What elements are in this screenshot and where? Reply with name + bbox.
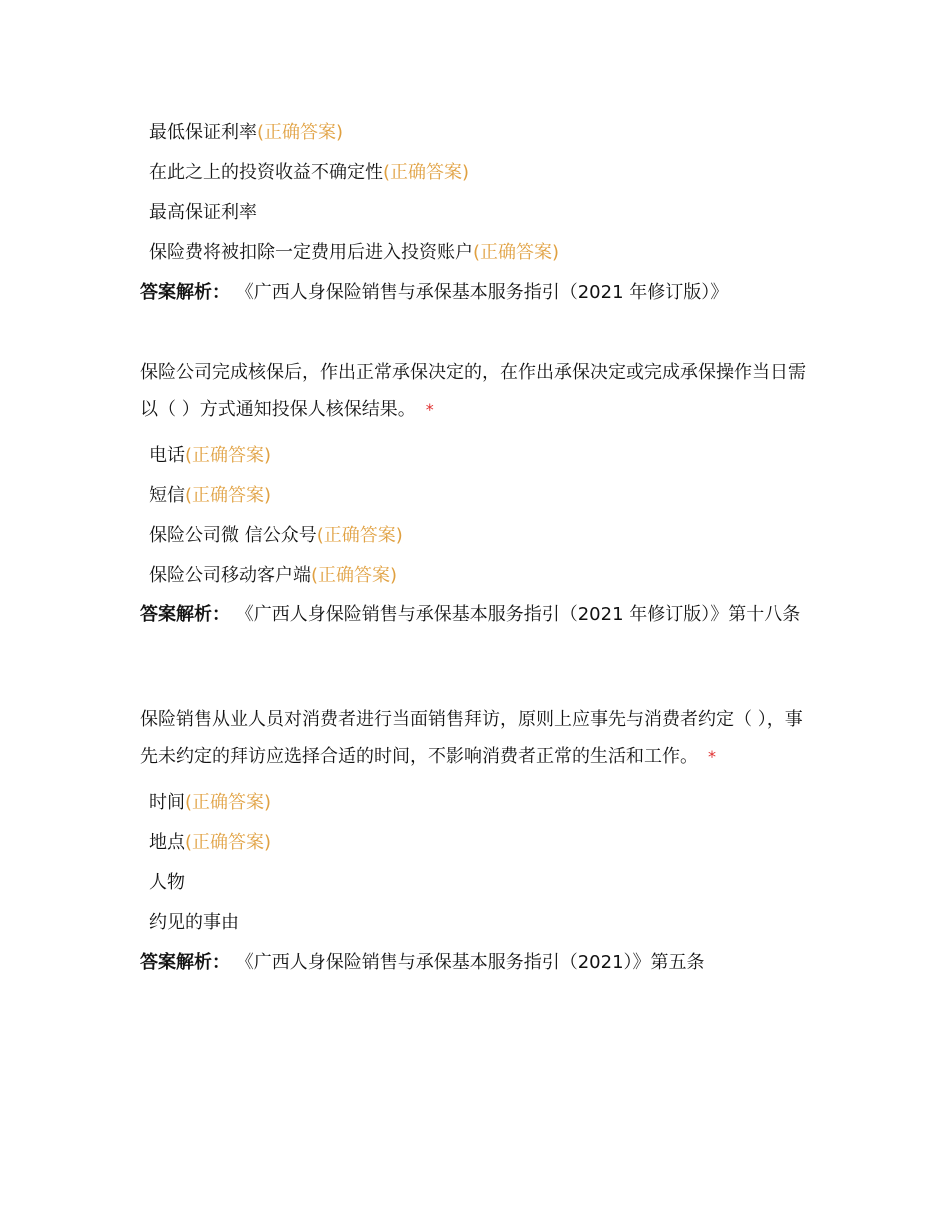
required-mark: * (425, 400, 434, 419)
question-text (140, 354, 815, 428)
correct-answer-tag: (正确答案) (473, 242, 560, 263)
answer-option (149, 872, 185, 894)
answer-option (149, 792, 271, 814)
answer-explanation (140, 602, 810, 628)
option-text: 短信 (149, 485, 185, 506)
correct-answer-tag: (正确答案) (383, 162, 470, 183)
answer-option (149, 565, 397, 587)
answer-option (149, 912, 239, 934)
answer-option (149, 525, 403, 547)
explanation-text: 《广西人身保险销售与承保基本服务指引（2021 年修订版）》第十八条 (235, 604, 801, 625)
correct-answer-tag: (正确答案) (316, 525, 403, 546)
explanation-text: 《广西人身保险销售与承保基本服务指引（2021）》第五条 (235, 952, 705, 973)
correct-answer-tag: (正确答案) (185, 445, 272, 466)
correct-answer-tag: (正确答案) (185, 792, 272, 813)
option-text: 电话 (149, 445, 185, 466)
answer-option (149, 122, 343, 144)
explanation-label: 答案解析： (140, 282, 230, 303)
explanation-label: 答案解析： (140, 604, 230, 625)
option-text: 在此之上的投资收益不确定性 (149, 162, 383, 183)
question-body: 保险销售从业人员对消费者进行当面销售拜访，原则上应事先与消费者约定（ ），事先未约定的拜访应选择合适的时间，不影响消费者正常的生活和工作。 (140, 709, 803, 767)
correct-answer-tag: (正确答案) (311, 565, 398, 586)
question-text (140, 701, 815, 775)
answer-option (149, 485, 271, 507)
answer-option (149, 242, 559, 264)
correct-answer-tag: (正确答案) (185, 832, 272, 853)
required-mark: * (708, 747, 716, 766)
answer-option (149, 445, 271, 467)
correct-answer-tag: (正确答案) (185, 485, 272, 506)
answer-option (149, 202, 257, 224)
explanation-text: 《广西人身保险销售与承保基本服务指引（2021 年修订版）》 (235, 282, 729, 303)
option-text: 最高保证利率 (149, 202, 257, 223)
correct-answer-tag: (正确答案) (257, 122, 344, 143)
explanation-label: 答案解析： (140, 952, 230, 973)
question-body: 保险公司完成核保后，作出正常承保决定的，在作出承保决定或完成承保操作当日需以（ ）方式通知投保人核保结果。 (140, 362, 806, 420)
option-text: 约见的事由 (149, 912, 239, 933)
option-text: 保险费将被扣除一定费用后进入投资账户 (149, 242, 473, 263)
answer-explanation (140, 280, 810, 306)
option-text: 时间 (149, 792, 185, 813)
answer-option (149, 162, 469, 184)
option-text: 人物 (149, 872, 185, 893)
answer-option (149, 832, 271, 854)
option-text: 保险公司移动客户端 (149, 565, 311, 586)
option-text: 地点 (149, 832, 185, 853)
answer-explanation (140, 950, 810, 976)
option-text: 保险公司微 信公众号 (149, 525, 317, 546)
option-text: 最低保证利率 (149, 122, 257, 143)
